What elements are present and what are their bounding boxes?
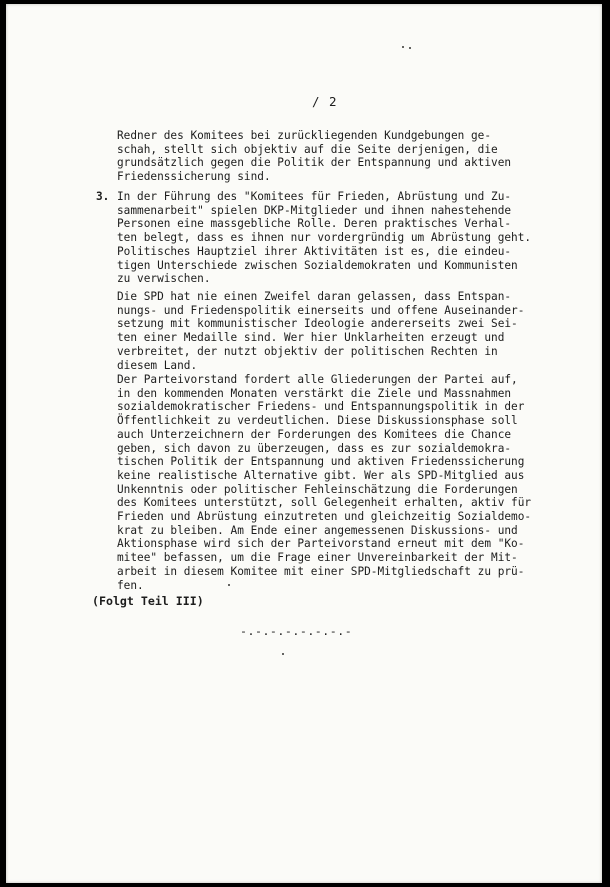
text-line: setzung mit kommunistischer Ideologie andererseits zwei Sei- [117, 317, 518, 331]
text-line: nungs- und Friedenspolitik einerseits und offene Auseinander- [117, 303, 525, 317]
paragraph-2 [117, 190, 531, 286]
scan-speck [282, 653, 284, 655]
text-line: mitee" befassen, um die Frage einer Unvereinbarkeit der Mit- [117, 551, 518, 565]
text-line: arbeit in diesem Komitee mit einer SPD-Mitgliedschaft zu prü- [117, 564, 525, 578]
text-line: Unkenntnis oder politischer Fehleinschätzung die Forderungen [117, 482, 518, 496]
text-line: sozialdemokratischer Friedens- und Entspannungspolitik in der [117, 400, 525, 414]
text-line: fen. [117, 578, 144, 592]
paragraph-1 [117, 129, 511, 184]
text-line: tischen Politik der Entspannung und aktiven Friedenssicherung [117, 455, 525, 469]
continuation-note: (Folgt Teil III) [92, 594, 204, 608]
scan-speck [228, 584, 230, 586]
text-line: ten belegt, dass es ihnen nur vordergründig um Abrüstung geht. [117, 231, 532, 245]
text-line: ten einer Medaille sind. Wer hier Unklarheiten erzeugt und [117, 331, 505, 345]
page-number: / 2 [312, 94, 338, 109]
text-line: in den kommenden Monaten verstärkt die Ziele und Massnahmen [117, 386, 512, 400]
text-line: Aktionsphase wird sich der Parteivorstand erneut mit dem "Ko- [117, 537, 525, 551]
text-line: des Komitees unterstützt, soll Gelegenheit erhalten, aktiv für [117, 496, 532, 510]
text-line: auch Unterzeichnern der Forderungen des Komitees die Chance [117, 427, 512, 441]
list-item-number: 3. [96, 190, 110, 203]
section-divider: -.-.-.-.-.-.-.- [240, 624, 353, 638]
text-line: verbreitet, der nutzt objektiv der politischen Rechten in [117, 344, 498, 358]
text-line: grundsätzlich gegen die Politik der Entspannung und aktiven [117, 156, 512, 170]
text-line: Die SPD hat nie einen Zweifel daran gelassen, dass Entspan- [117, 290, 512, 303]
text-line: tigen Unterschiede zwischen Sozialdemokraten und Kommunisten [117, 258, 518, 272]
text-line: Friedenssicherung sind. [117, 170, 271, 184]
text-line: Öffentlichkeit zu verdeutlichen. Diese Diskussionsphase soll [117, 414, 518, 428]
text-line: geben, sich davon zu überzeugen, dass es zur sozialdemokra- [117, 441, 512, 455]
text-line: keine realistische Alternative gibt. Wer als SPD-Mitglied aus [117, 468, 525, 482]
text-line: Redner des Komitees bei zurückliegenden Kundgebungen ge- [117, 129, 492, 142]
text-line: Personen eine massgebliche Rolle. Deren praktisches Verhal- [117, 217, 512, 231]
scan-speck [409, 47, 411, 49]
text-line: Politisches Hauptziel ihrer Aktivitäten ist es, die eindeu- [117, 244, 512, 258]
text-line: schah, stellt sich objektiv auf die Seite derjenigen, die [117, 142, 498, 156]
text-line: Der Parteivorstand fordert alle Gliederungen der Partei auf, [117, 373, 518, 386]
document-page [6, 4, 602, 883]
text-line: In der Führung des "Komitees für Frieden, Abrüstung und Zu- [117, 190, 512, 203]
paragraph-3 [117, 290, 524, 372]
text-line: diesem Land. [117, 358, 198, 372]
text-line: krat zu bleiben. Am Ende einer angemessenen Diskussions- und [117, 523, 518, 537]
text-line: Frieden und Abrüstung einzutreten und gleichzeitig Sozialdemo- [117, 510, 532, 524]
text-line: sammenarbeit" spielen DKP-Mitglieder und ihnen nahestehende [117, 203, 512, 217]
text-line: zu verwischen. [117, 272, 211, 286]
paragraph-4 [117, 373, 531, 592]
scan-speck [402, 46, 404, 48]
